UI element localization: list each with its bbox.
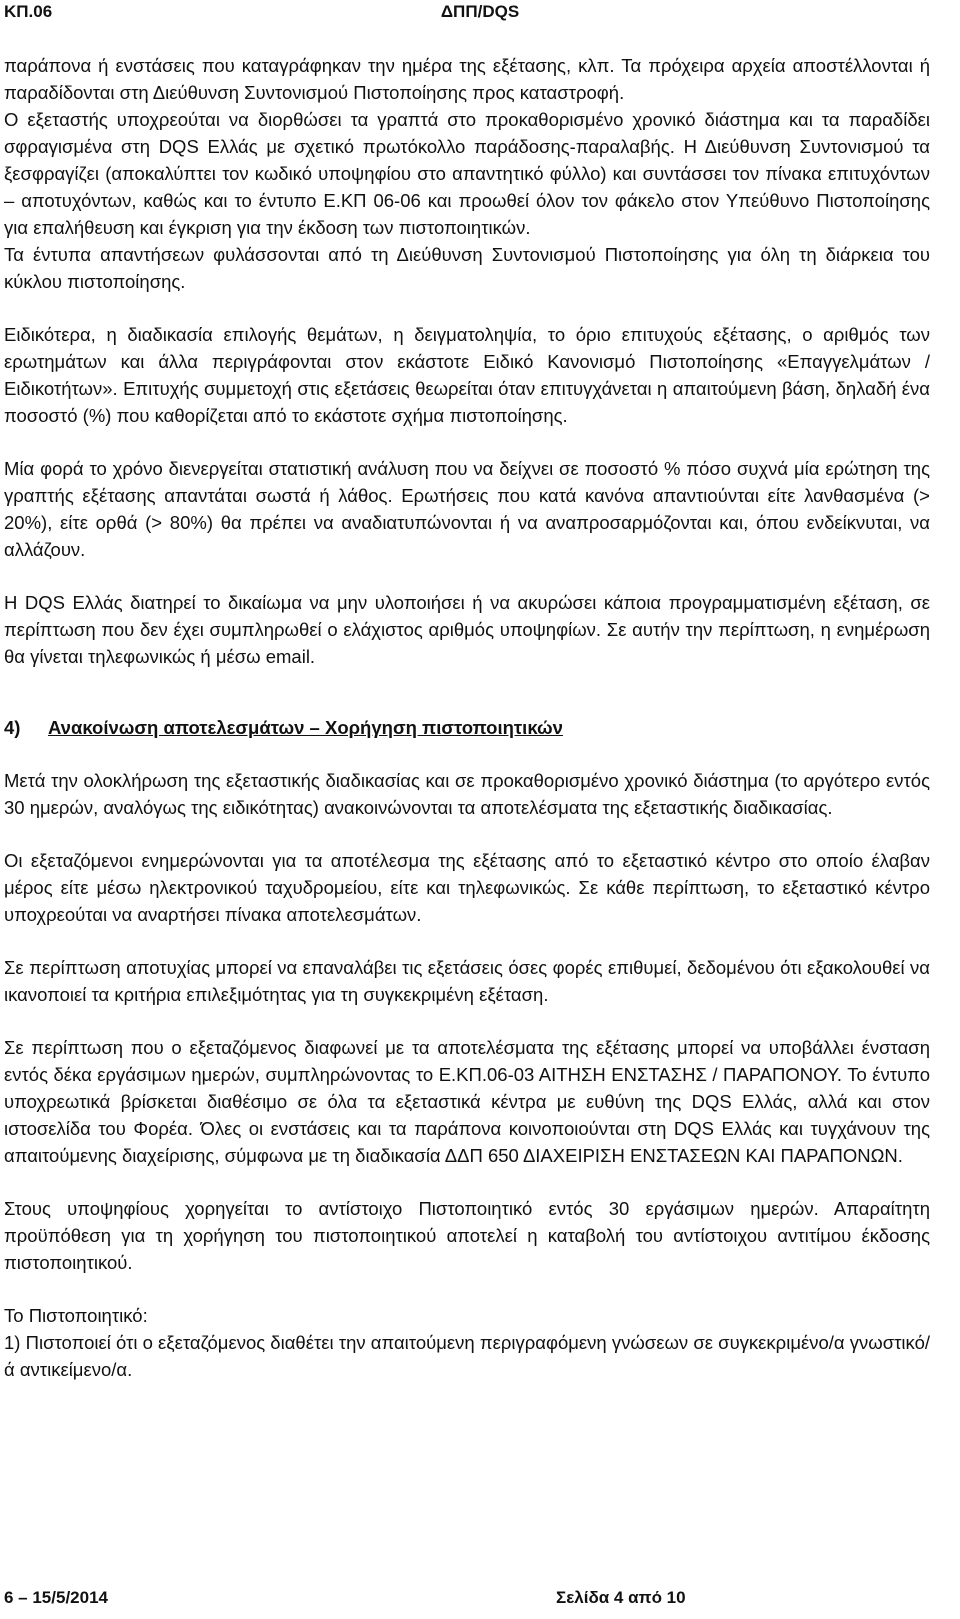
paragraph: Οι εξεταζόμενοι ενημερώνονται για τα αποτέλεσμα της εξέτασης από το εξεταστικό κέντρο στο οποίο έλαβαν μέρος είτε μέσω ηλεκτρονικού ταχυδρομείου, είτε και τηλεφωνικώς. Σε κάθε περίπτωση, το εξεταστικό κέντρο υποχρεούται να αναρτήσει πίνακα αποτελεσμάτων. — [4, 850, 930, 925]
paragraph-spacer — [4, 670, 930, 714]
paragraph-spacer — [4, 821, 930, 847]
paragraph: Ο εξεταστής υποχρεούται να διορθώσει τα γραπτά στο προκαθορισμένο χρονικό διάστημα και τα παραδίδει σφραγισμένα στη DQS Ελλάς με σχετικό πρωτόκολλο παράδοσης-παραλαβής. Η Διεύθυνση Συντονισμού τα ξεσφραγίζει (αποκαλύπτει τον κωδικό υποψηφίου στο απαντητικό φύλλο) και συντάσσει τον πίνακα επιτυχόντων – αποτυχόντων, καθώς και το έντυπο Ε.ΚΠ 06-06 και προωθεί όλον τον φάκελο στον Υπεύθυνο Πιστοποίησης για επαλήθευση και έγκριση για την έκδοση των πιστοποιητικών. — [4, 109, 930, 238]
doc-code: ΚΠ.06 — [4, 2, 53, 21]
doc-title: ΔΠΠ/DQS — [440, 2, 520, 21]
document-body — [4, 52, 930, 1383]
paragraph-spacer — [4, 1276, 930, 1302]
paragraph-spacer — [4, 928, 930, 954]
section-title: Ανακοίνωση αποτελεσμάτων – Χορήγηση πιστοποιητικών — [48, 717, 563, 738]
paragraph: Η DQS Ελλάς διατηρεί το δικαίωμα να μην υλοποιήσει ή να ακυρώσει κάποια προγραμματισμένη εξέταση, σε περίπτωση που δεν έχει συμπληρωθεί ο ελάχιστος αριθμός υποψηφίων. Σε αυτήν την περίπτωση, η ενημέρωση θα γίνεται τηλεφωνικώς ή μέσω email. — [4, 592, 930, 667]
section-number: 4) — [4, 717, 21, 738]
paragraph-spacer — [4, 429, 930, 455]
paragraph-spacer — [4, 563, 930, 589]
section-heading — [4, 714, 930, 741]
paragraph-spacer — [4, 1008, 930, 1034]
paragraph-spacer — [4, 295, 930, 321]
paragraph: Τα έντυπα απαντήσεων φυλάσσονται από τη Διεύθυνση Συντονισμού Πιστοποίησης για όλη τη διάρκεια του κύκλου πιστοποίησης. — [4, 244, 930, 292]
paragraph: Στους υποψηφίους χορηγείται το αντίστοιχο Πιστοποιητικό εντός 30 εργάσιμων ημερών. Απαραίτητη προϋπόθεση για τη χορήγηση του πιστοποιητικού αποτελεί η καταβολή του αντίστοιχου αντιτίμου έκδοσης πιστοποιητικού. — [4, 1198, 930, 1273]
paragraph-spacer — [4, 1169, 930, 1195]
footer-page-number: Σελίδα 4 από 10 — [556, 1588, 686, 1607]
paragraph: 1) Πιστοποιεί ότι ο εξεταζόμενος διαθέτει την απαιτούμενη περιγραφόμενη γνώσεων σε συγκεκριμένο/α γνωστικό/ά αντικείμενο/α. — [4, 1332, 930, 1380]
paragraph: Ειδικότερα, η διαδικασία επιλογής θεμάτων, η δειγματοληψία, το όριο επιτυχούς εξέτασης, ο αριθμός των ερωτημάτων και άλλα περιγράφονται στον εκάστοτε Ειδικό Κανονισμό Πιστοποίησης «Επαγγελμάτων / Ειδικοτήτων». Επιτυχής συμμετοχή στις εξετάσεις θεωρείται όταν επιτυγχάνεται η απαιτούμενη βάση, δηλαδή ένα ποσοστό (%) που καθορίζεται από το εκάστοτε σχήμα πιστοποίησης. — [4, 324, 930, 426]
paragraph: Μετά την ολοκλήρωση της εξεταστικής διαδικασίας και σε προκαθορισμένο χρονικό διάστημα (το αργότερο εντός 30 ημερών, αναλόγως της ειδικότητας) ανακοινώνονται τα αποτελέσματα της εξεταστικής διαδικασίας. — [4, 770, 930, 818]
paragraph: Μία φορά το χρόνο διενεργείται στατιστική ανάλυση που να δείχνει σε ποσοστό % πόσο συχνά μία ερώτηση της γραπτής εξέτασης απαντάται σωστά ή λάθος. Ερωτήσεις που κατά κανόνα απαντιούνται είτε λανθασμένα (> 20%), είτε ορθά (> 80%) θα πρέπει να αναδιατυπώνονται ή να αναπροσαρμόζονται και, όπου ενδείκνυται, να αλλάζουν. — [4, 458, 930, 560]
page-header — [0, 2, 960, 26]
footer-revision: 6 – 15/5/2014 — [4, 1588, 108, 1607]
paragraph: παράπονα ή ενστάσεις που καταγράφηκαν την ημέρα της εξέτασης, κλπ. Τα πρόχειρα αρχεία αποστέλλονται ή παραδίδονται στη Διεύθυνση Συντονισμού Πιστοποίησης προς καταστροφή. — [4, 55, 930, 103]
paragraph: Σε περίπτωση που ο εξεταζόμενος διαφωνεί με τα αποτελέσματα της εξέτασης μπορεί να υποβάλλει ένσταση εντός δέκα εργάσιμων ημερών, συμπληρώνοντας το Ε.ΚΠ.06-03 ΑΙΤΗΣΗ ΕΝΣΤΑΣΗΣ / ΠΑΡΑΠΟΝΟΥ. Το έντυπο υποχρεωτικά βρίσκεται διαθέσιμο σε όλα τα εξεταστικά κέντρα με ευθύνη της DQS Ελλάς, αλλά και στον ιστοσελίδα του Φορέα. Όλες οι ενστάσεις και τα παράπονα κοινοποιούνται στη DQS Ελλάς και τυγχάνουν της απαιτούμενης διαχείρισης, σύμφωνα με τη διαδικασία ΔΔΠ 650 ΔΙΑΧΕΙΡΙΣΗ ΕΝΣΤΑΣΕΩΝ ΚΑΙ ΠΑΡΑΠΟΝΩΝ. — [4, 1037, 930, 1166]
paragraph: Το Πιστοποιητικό: — [4, 1305, 148, 1326]
paragraph-spacer — [4, 741, 930, 767]
paragraph: Σε περίπτωση αποτυχίας μπορεί να επαναλάβει τις εξετάσεις όσες φορές επιθυμεί, δεδομένου ότι εξακολουθεί να ικανοποιεί τα κριτήρια επιλεξιμότητας για τη συγκεκριμένη εξέταση. — [4, 957, 930, 1005]
